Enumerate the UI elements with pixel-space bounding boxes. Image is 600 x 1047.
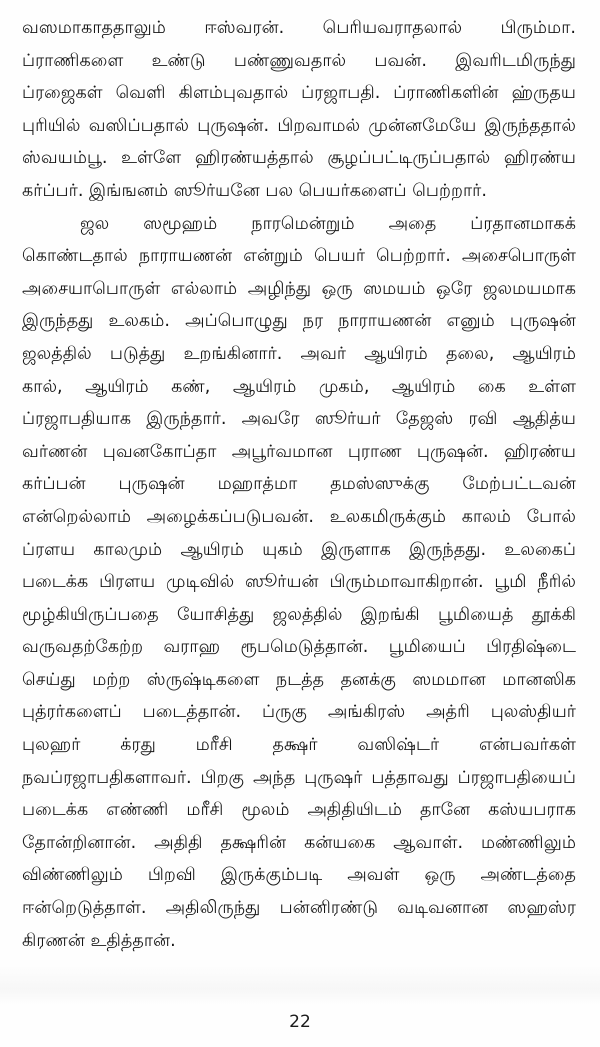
paragraph-2 <box>22 208 576 958</box>
text-line: இருந்தது உலகம். அப்பொழுது நர நாராயணன் எனும் புருஷன் <box>22 311 576 332</box>
text-line: கொண்டதால் நாராயணன் என்றும் பெயர் பெற்றார். அசைபொருள் <box>22 246 576 267</box>
text-line: வர்ணன் புவனகோப்தா அபூர்வமான புராண புருஷன். ஹிரண்ய <box>22 441 576 462</box>
text-line: ஸ்வயம்பூ. உள்ளே ஹிரண்யத்தால் சூழப்பட்டிருப்பதால் ஹிரண்ய <box>22 148 576 169</box>
text-line: ப்ரஜாபதியாக இருந்தார். அவரே ஸூர்யர் தேஜஸ் ரவி ஆதித்ய <box>22 409 576 430</box>
text-line: ஜலத்தில் படுத்து உறங்கினார். அவர் ஆயிரம் தலை, ஆயிரம் <box>22 343 576 364</box>
text-line: புத்ரர்களைப் படைத்தான். ப்ருகு அங்கிரஸ் அத்ரி புலஸ்தியர் <box>22 702 576 723</box>
text-line: நவப்ரஜாபதிகளாவர். பிறகு அந்த புருஷர் பத்தாவது ப்ரஜாபதியைப் <box>22 767 576 788</box>
text-line: புலஹர் க்ரது மரீசி தக்ஷர் வஸிஷ்டர் என்பவர்கள் <box>22 735 576 756</box>
text-line: வருவதற்கேற்ற வராஹ ரூபமெடுத்தான். பூமியைப் பிரதிஷ்டை <box>22 637 576 658</box>
scan-shading <box>0 965 600 1005</box>
text-line: ஜல ஸமூஹம் நாரமென்றும் அதை ப்ரதானமாகக் <box>80 213 576 234</box>
text-line: கர்ப்பன் புருஷன் மஹாத்மா தமஸ்ஸுக்கு மேற்பட்டவன் <box>22 474 576 495</box>
text-line: என்றெல்லாம் அழைக்கப்படுபவன். உலகமிருக்கும் காலம் போல் <box>22 506 576 527</box>
text-line: செய்து மற்ற ஸ்ருஷ்டிகளை நடத்த தனக்கு ஸமமான மானஸிக <box>22 669 576 690</box>
paragraph-1 <box>22 12 576 208</box>
text-line: ஈன்றெடுத்தாள். அதிலிருந்து பன்னிரண்டு வடிவனான ஸஹஸ்ர <box>22 898 576 919</box>
text-line: படைக்க பிரளய முடிவில் ஸூர்யன் பிரும்மாவாகிறான். பூமி நீரில் <box>22 572 576 593</box>
text-line: மூழ்கியிருப்பதை யோசித்து ஜலத்தில் இறங்கி பூமியைத் தூக்கி <box>22 604 576 625</box>
text-line: கிரணன் உதித்தான். <box>22 930 176 951</box>
text-line: கர்ப்பர். இங்ஙனம் ஸூர்யனே பல பெயர்களைப் பெற்றார். <box>22 180 487 201</box>
page-body <box>22 12 576 957</box>
text-line: கால், ஆயிரம் கண், ஆயிரம் முகம், ஆயிரம் கை உள்ள <box>22 376 576 397</box>
text-line: ப்ரஜைகள் வெளி கிளம்புவதால் ப்ரஜாபதி. ப்ராணிகளின் ஹ்ருதய <box>22 83 576 104</box>
text-line: அசையாபொருள் எல்லாம் அழிந்து ஒரு ஸமயம் ஒரே ஜலமயமாக <box>22 278 576 299</box>
text-line: ப்ராணிகளை உண்டு பண்ணுவதால் பவன். இவரிடமிருந்து <box>22 50 576 71</box>
text-line: தோன்றினான். அதிதி தக்ஷரின் கன்யகை ஆவாள். மண்ணிலும் <box>22 832 576 853</box>
page-number: 22 <box>289 1012 311 1032</box>
text-line: வஸமாகாததாலும் ஈஸ்வரன். பெரியவராதலால் பிரும்மா. <box>22 18 576 38</box>
text-line: படைக்க எண்ணி மரீசி மூலம் அதிதியிடம் தானே கஸ்யபராக <box>22 800 576 821</box>
text-line: விண்ணிலும் பிறவி இருக்கும்படி அவள் ஒரு அண்டத்தை <box>22 865 576 886</box>
text-line: ப்ரளய காலமும் ஆயிரம் யுகம் இருளாக இருந்தது. உலகைப் <box>22 539 576 560</box>
text-line: புரியில் வஸிப்பதால் புருஷன். பிறவாமல் முன்னமேயே இருந்ததால் <box>22 115 576 136</box>
